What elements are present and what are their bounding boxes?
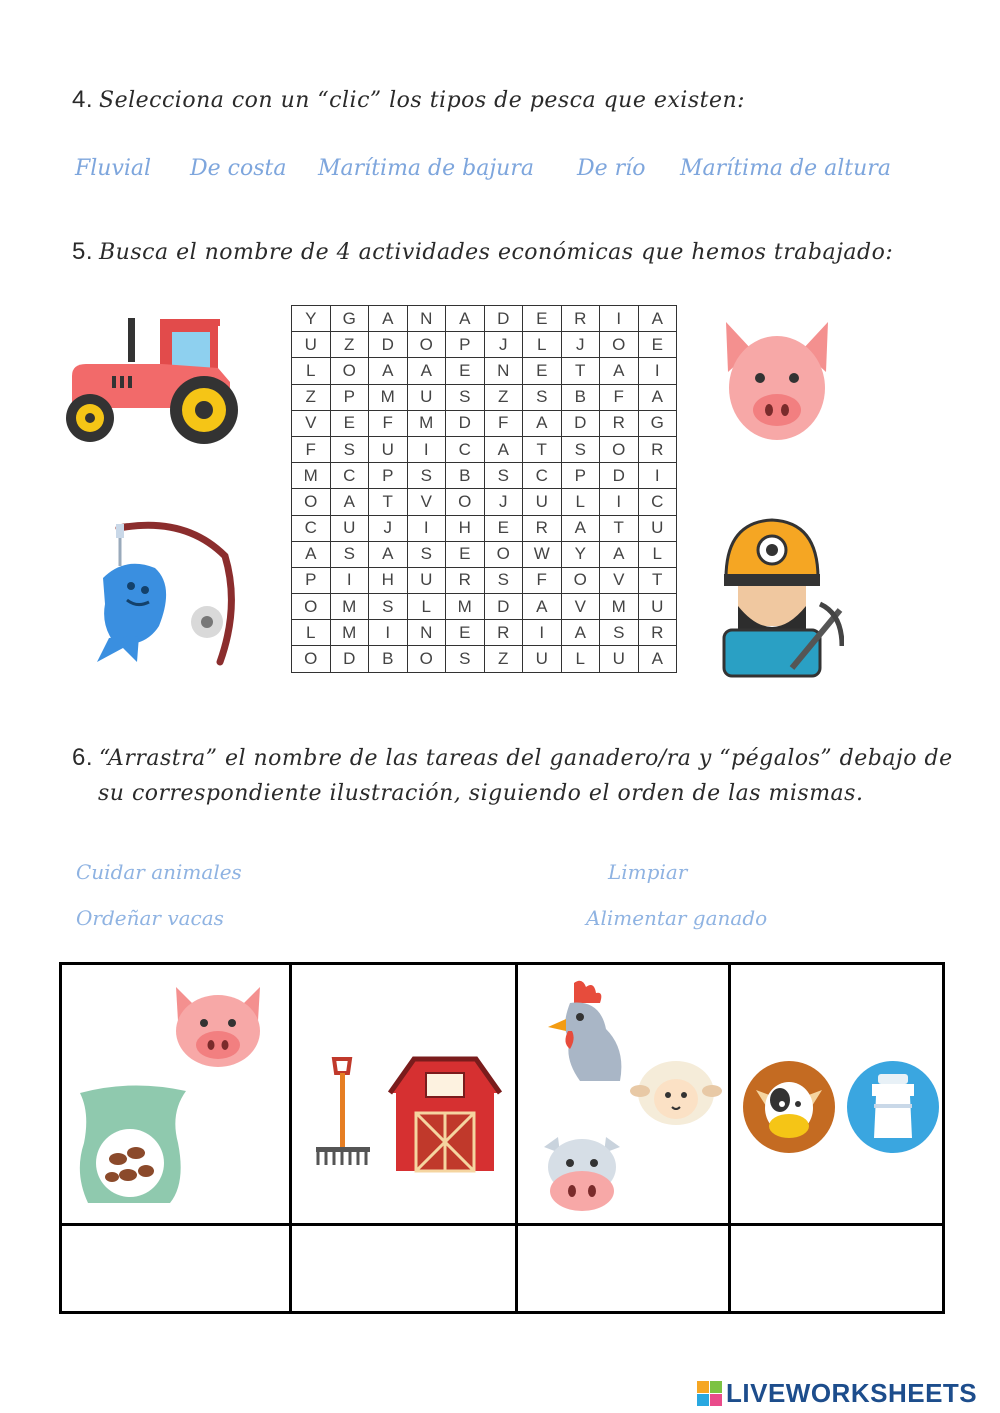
word-search-row	[292, 541, 677, 567]
word-search-letter[interactable]: S	[330, 436, 369, 462]
word-search-letter[interactable]: C	[330, 463, 369, 489]
word-search-letter[interactable]: O	[292, 594, 331, 620]
word-search-letter[interactable]: D	[561, 410, 600, 436]
word-search-letter[interactable]: S	[523, 384, 562, 410]
word-search-letter[interactable]: E	[638, 332, 677, 358]
word-search-letter[interactable]: J	[561, 332, 600, 358]
word-search-row	[292, 594, 677, 620]
word-search-letter[interactable]: D	[446, 410, 485, 436]
word-search-letter[interactable]: J	[369, 515, 408, 541]
word-search-letter[interactable]: O	[484, 541, 523, 567]
word-search-letter[interactable]: M	[407, 410, 446, 436]
drop-zone-3[interactable]	[518, 1226, 728, 1311]
word-search-letter[interactable]: A	[600, 358, 639, 384]
drop-zone-4[interactable]	[731, 1226, 942, 1311]
word-search-letter[interactable]: P	[446, 332, 485, 358]
word-search-letter[interactable]: A	[561, 515, 600, 541]
question-4-text: Selecciona con un “clic” los tipos de pesca que existen:	[99, 88, 746, 113]
word-search-letter[interactable]: Z	[484, 384, 523, 410]
hen-icon	[530, 979, 626, 1083]
question-6	[72, 740, 953, 811]
word-search-letter[interactable]: S	[446, 384, 485, 410]
word-search-letter[interactable]: E	[523, 358, 562, 384]
word-search-letter[interactable]: D	[330, 646, 369, 672]
word-search-letter[interactable]: P	[369, 463, 408, 489]
option-fluvial[interactable]: Fluvial	[75, 156, 152, 181]
word-search-letter[interactable]: I	[638, 358, 677, 384]
answer-grid	[59, 962, 945, 1314]
tractor-icon	[62, 316, 242, 448]
rake-icon	[314, 1057, 374, 1169]
word-search-letter[interactable]: O	[600, 436, 639, 462]
cow-badge-icon	[742, 1060, 836, 1154]
barn-icon	[386, 1053, 504, 1173]
word-search-letter[interactable]: W	[523, 541, 562, 567]
word-search-letter[interactable]: O	[600, 332, 639, 358]
word-search-letter[interactable]: F	[523, 567, 562, 593]
word-search-letter[interactable]: B	[561, 384, 600, 410]
question-5-text: Busca el nombre de 4 actividades económicas que hemos trabajado:	[99, 240, 894, 265]
word-search-row	[292, 332, 677, 358]
word-search-letter[interactable]: I	[369, 620, 408, 646]
fishing-rod-icon	[95, 516, 240, 666]
word-search-letter[interactable]: F	[369, 410, 408, 436]
question-5-number: 5.	[72, 238, 94, 265]
liveworksheets-logo-icon	[697, 1381, 723, 1407]
word-search-letter[interactable]: T	[561, 358, 600, 384]
word-search-letter[interactable]: D	[600, 463, 639, 489]
milk-can-icon	[846, 1060, 940, 1154]
word-search-letter[interactable]: E	[446, 358, 485, 384]
word-search-letter[interactable]: I	[638, 463, 677, 489]
word-search-letter[interactable]: E	[523, 306, 562, 332]
word-search-letter[interactable]: M	[446, 594, 485, 620]
word-search-letter[interactable]: A	[638, 306, 677, 332]
sheep-icon	[630, 1057, 722, 1129]
word-search-letter[interactable]: Z	[292, 384, 331, 410]
word-search-letter[interactable]: L	[523, 332, 562, 358]
word-search-letter[interactable]: U	[330, 515, 369, 541]
word-search-letter[interactable]: I	[600, 489, 639, 515]
word-search-letter[interactable]: U	[292, 332, 331, 358]
word-search-letter[interactable]: A	[523, 594, 562, 620]
word-search-letter[interactable]: M	[330, 594, 369, 620]
question-4-number: 4.	[72, 86, 94, 113]
word-search-letter[interactable]: S	[446, 646, 485, 672]
word-search-letter[interactable]: I	[407, 436, 446, 462]
word-search-row	[292, 410, 677, 436]
word-search-letter[interactable]: O	[292, 646, 331, 672]
word-search-letter[interactable]: C	[523, 463, 562, 489]
word-search-letter[interactable]: L	[292, 358, 331, 384]
word-search-letter[interactable]: Y	[292, 306, 331, 332]
word-search-letter[interactable]: A	[369, 541, 408, 567]
word-search-letter[interactable]: U	[369, 436, 408, 462]
word-search-letter[interactable]: O	[561, 567, 600, 593]
word-search-letter[interactable]: E	[446, 620, 485, 646]
word-search-letter[interactable]: D	[369, 332, 408, 358]
word-search-letter[interactable]: R	[600, 410, 639, 436]
word-search-letter[interactable]: U	[407, 384, 446, 410]
word-search-letter[interactable]: J	[484, 332, 523, 358]
label-alimentar-ganado[interactable]: Alimentar ganado	[586, 906, 768, 930]
label-cuidar-animales[interactable]: Cuidar animales	[76, 860, 242, 884]
option-maritima-altura[interactable]: Marítima de altura	[680, 156, 891, 181]
word-search-letter[interactable]: M	[330, 620, 369, 646]
word-search-letter[interactable]: R	[484, 620, 523, 646]
word-search-grid[interactable]	[291, 305, 677, 673]
word-search-letter[interactable]: V	[600, 567, 639, 593]
word-search-letter[interactable]: A	[638, 384, 677, 410]
feed-bag-icon	[74, 1083, 192, 1205]
word-search-row	[292, 567, 677, 593]
word-search-letter[interactable]: S	[484, 463, 523, 489]
word-search-letter[interactable]: J	[484, 489, 523, 515]
word-search-letter[interactable]: A	[292, 541, 331, 567]
word-search-letter[interactable]: I	[523, 620, 562, 646]
word-search-letter[interactable]: R	[446, 567, 485, 593]
liveworksheets-logo-text: LIVEWORKSHEETS	[726, 1378, 978, 1408]
word-search-letter[interactable]: O	[330, 358, 369, 384]
word-search-letter[interactable]: F	[292, 436, 331, 462]
word-search-letter[interactable]: R	[638, 436, 677, 462]
word-search-letter[interactable]: L	[407, 594, 446, 620]
question-5	[72, 238, 893, 266]
word-search-letter[interactable]: R	[561, 306, 600, 332]
word-search-letter[interactable]: I	[600, 306, 639, 332]
word-search-letter[interactable]: R	[638, 620, 677, 646]
word-search-letter[interactable]: U	[523, 489, 562, 515]
word-search-letter[interactable]: U	[407, 567, 446, 593]
word-search-letter[interactable]: C	[292, 515, 331, 541]
question-6-line2: su correspondiente ilustración, siguiendo el orden de las mismas.	[98, 781, 864, 806]
word-search-letter[interactable]: E	[446, 541, 485, 567]
word-search-letter[interactable]: Z	[330, 332, 369, 358]
word-search-letter[interactable]: A	[484, 436, 523, 462]
word-search-letter[interactable]: A	[330, 489, 369, 515]
question-6-line1: “Arrastra” el nombre de las tareas del ganadero/ra y “pégalos” debajo de	[99, 746, 953, 771]
word-search-letter[interactable]: Z	[484, 646, 523, 672]
word-search-row	[292, 463, 677, 489]
word-search-letter[interactable]: T	[638, 567, 677, 593]
word-search-letter[interactable]: S	[407, 463, 446, 489]
word-search-letter[interactable]: A	[523, 410, 562, 436]
question-4	[72, 86, 745, 114]
word-search-letter[interactable]: S	[407, 541, 446, 567]
word-search-letter[interactable]: F	[484, 410, 523, 436]
word-search-letter[interactable]: S	[484, 567, 523, 593]
pig-icon	[172, 983, 264, 1069]
word-search-letter[interactable]: P	[292, 567, 331, 593]
word-search-letter[interactable]: S	[600, 620, 639, 646]
label-limpiar[interactable]: Limpiar	[608, 860, 688, 884]
option-maritima-bajura[interactable]: Marítima de bajura	[318, 156, 534, 181]
word-search-letter[interactable]: O	[407, 332, 446, 358]
word-search-letter[interactable]: N	[484, 358, 523, 384]
word-search-letter[interactable]: E	[484, 515, 523, 541]
word-search-letter[interactable]: H	[369, 567, 408, 593]
word-search-letter[interactable]: E	[330, 410, 369, 436]
word-search-letter[interactable]: U	[523, 646, 562, 672]
word-search-row	[292, 620, 677, 646]
word-search-row	[292, 646, 677, 672]
word-search-letter[interactable]: O	[407, 646, 446, 672]
word-search-letter[interactable]: G	[330, 306, 369, 332]
word-search-letter[interactable]: S	[561, 436, 600, 462]
word-search-letter[interactable]: T	[600, 515, 639, 541]
word-search-letter[interactable]: D	[484, 594, 523, 620]
word-search-letter[interactable]: A	[407, 358, 446, 384]
option-de-costa[interactable]: De costa	[190, 156, 287, 181]
word-search-letter[interactable]: I	[407, 515, 446, 541]
word-search-letter[interactable]: P	[330, 384, 369, 410]
word-search-row	[292, 515, 677, 541]
word-search-row	[292, 306, 677, 332]
word-search-letter[interactable]: V	[407, 489, 446, 515]
word-search-letter[interactable]: M	[600, 594, 639, 620]
word-search-letter[interactable]: A	[561, 620, 600, 646]
word-search-letter[interactable]: M	[369, 384, 408, 410]
word-search-letter[interactable]: A	[600, 541, 639, 567]
word-search-letter[interactable]: V	[561, 594, 600, 620]
word-search-letter[interactable]: M	[292, 463, 331, 489]
question-6-number: 6.	[72, 744, 94, 771]
word-search-letter[interactable]: C	[638, 489, 677, 515]
word-search-letter[interactable]: A	[446, 306, 485, 332]
word-search-row	[292, 489, 677, 515]
word-search-letter[interactable]: I	[330, 567, 369, 593]
word-search-letter[interactable]: N	[407, 620, 446, 646]
word-search-letter[interactable]: H	[446, 515, 485, 541]
option-de-rio[interactable]: De río	[577, 156, 646, 181]
cow-icon	[542, 1133, 622, 1213]
word-search-row	[292, 384, 677, 410]
word-search-letter[interactable]: S	[330, 541, 369, 567]
word-search-letter[interactable]: V	[292, 410, 331, 436]
drop-zone-1[interactable]	[62, 1226, 289, 1311]
word-search-letter[interactable]: U	[638, 594, 677, 620]
word-search-letter[interactable]: D	[484, 306, 523, 332]
word-search-row	[292, 436, 677, 462]
word-search-letter[interactable]: L	[292, 620, 331, 646]
word-search-letter[interactable]: L	[638, 541, 677, 567]
word-search-letter[interactable]: C	[446, 436, 485, 462]
liveworksheets-logo[interactable]	[697, 1378, 977, 1409]
word-search-letter[interactable]: A	[369, 306, 408, 332]
word-search-letter[interactable]: G	[638, 410, 677, 436]
word-search-letter[interactable]: P	[561, 463, 600, 489]
word-search-letter[interactable]: O	[446, 489, 485, 515]
word-search-letter[interactable]: R	[523, 515, 562, 541]
word-search-letter[interactable]: B	[369, 646, 408, 672]
word-search-letter[interactable]: N	[407, 306, 446, 332]
word-search-letter[interactable]: L	[561, 489, 600, 515]
word-search-letter[interactable]: F	[600, 384, 639, 410]
label-ordenar-vacas[interactable]: Ordeñar vacas	[76, 906, 224, 930]
word-search-letter[interactable]: A	[369, 358, 408, 384]
word-search-letter[interactable]: U	[600, 646, 639, 672]
word-search-letter[interactable]: Y	[561, 541, 600, 567]
word-search-letter[interactable]: S	[369, 594, 408, 620]
drop-zone-2[interactable]	[292, 1226, 515, 1311]
miner-icon	[722, 518, 844, 678]
word-search-letter[interactable]: B	[446, 463, 485, 489]
word-search-letter[interactable]: T	[523, 436, 562, 462]
word-search-letter[interactable]: A	[638, 646, 677, 672]
pig-icon	[722, 320, 832, 442]
word-search-letter[interactable]: L	[561, 646, 600, 672]
word-search-letter[interactable]: T	[369, 489, 408, 515]
word-search-row	[292, 358, 677, 384]
word-search-letter[interactable]: O	[292, 489, 331, 515]
word-search-letter[interactable]: U	[638, 515, 677, 541]
